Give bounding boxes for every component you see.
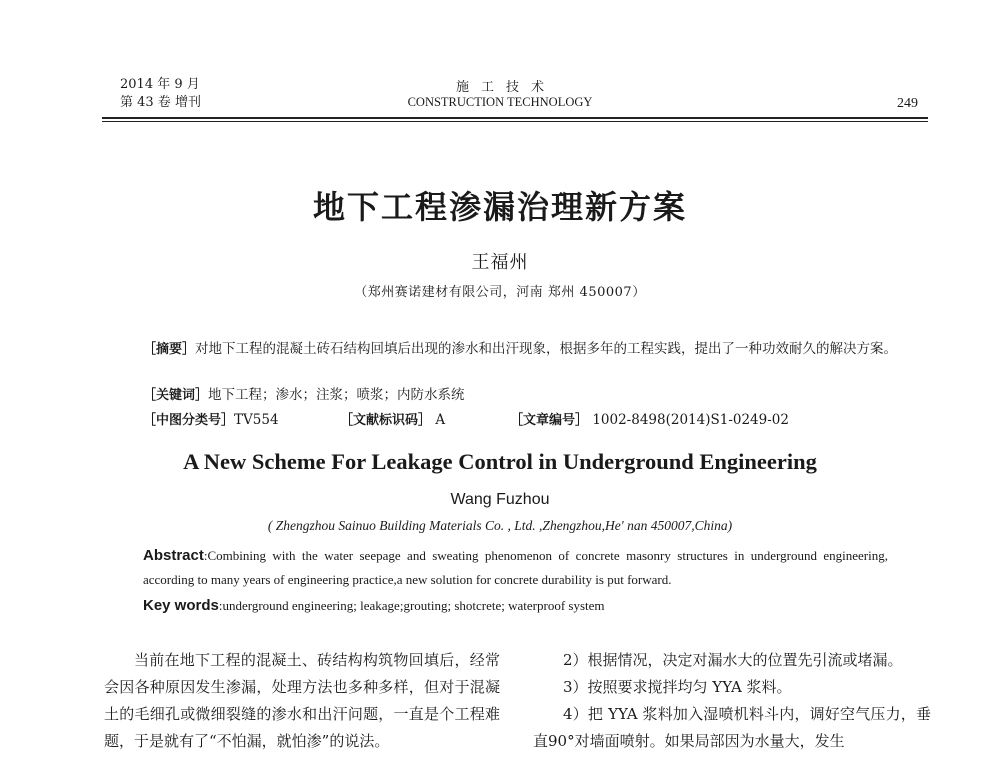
header-journal	[0, 76, 1000, 110]
author-cn: 王福州	[471, 252, 529, 273]
article-title-en: A New Scheme For Leakage Control in Underground Engineering	[183, 449, 817, 474]
header-date: 2014 年 9 月	[120, 77, 200, 92]
keywords-cn	[143, 384, 903, 407]
journal-name-en: CONSTRUCTION TECHNOLOGY	[407, 95, 593, 109]
page-number: 249	[897, 96, 918, 111]
doc-code-label: ［文献标识码］	[340, 413, 432, 428]
body-left-column: 当前在地下工程的混凝土、砖结构构筑物回填后，经常会因各种原因发生渗漏，处理方法也多种多样，但对于混凝土的毛细孔或微细裂缝的渗水和出汗问题，一直是个工程难题，于是就有了“不怕漏，就怕渗”的说法。	[104, 651, 500, 750]
keywords-cn-label: ［关键词］	[143, 388, 209, 403]
clc-number	[143, 409, 279, 428]
doc-code	[340, 409, 445, 428]
article-title-cn: 地下工程渗漏治理新方案	[312, 188, 687, 226]
article-number	[510, 409, 789, 428]
journal-name-cn: 施工技术	[455, 80, 556, 95]
classification-row	[143, 409, 903, 431]
abstract-cn-text: 对地下工程的混凝土砖石结构回填后出现的渗水和出汗现象，根据多年的工程实践，提出了一种功效耐久的解决方案。	[195, 341, 898, 357]
author-en: Wang Fuzhou	[450, 491, 550, 508]
abstract-en-text: :Combining with the water seepage and sweating phenomenon of concrete masonry structures in underground engineering, according to many years of engineering practice,a new solution for concrete durability is put forward.	[143, 548, 888, 587]
body-right-column	[533, 647, 931, 755]
header-volume: 第 43 卷 增刊	[120, 95, 201, 110]
header-rule-thin	[102, 121, 928, 122]
keywords-en-label: Key words	[143, 597, 219, 614]
body-list-item: 4）把 YYA 浆料加入湿喷机料斗内，调好空气压力，垂直90°对墙面喷射。如果局部因为水量大，发生	[533, 705, 931, 750]
affiliation-cn: （郑州赛诺建材有限公司，河南 郑州 450007）	[354, 285, 646, 300]
keywords-cn-text: 地下工程；渗水；注浆；喷浆；内防水系统	[208, 387, 465, 403]
clc-label: ［中图分类号］	[143, 413, 235, 428]
abstract-en	[143, 544, 888, 592]
abstract-en-label: Abstract	[143, 547, 204, 564]
article-number-value: 1002-8498(2014)S1-0249-02	[592, 412, 789, 428]
header-rule-thick	[102, 117, 928, 119]
body-list-item: 2）根据情况，决定对漏水大的位置先引流或堵漏。	[563, 651, 903, 669]
clc-value: TV554	[234, 412, 279, 428]
abstract-cn-label: ［摘要］	[143, 342, 196, 357]
body-list-item: 3）按照要求搅拌均匀 YYA 浆料。	[563, 678, 792, 696]
doc-code-value: A	[435, 412, 446, 428]
keywords-en-text: :underground engineering; leakage;grouting; shotcrete; waterproof system	[218, 598, 605, 613]
keywords-en	[143, 594, 888, 618]
abstract-cn	[143, 338, 903, 361]
article-number-label: ［文章编号］	[510, 413, 589, 428]
affiliation-en: ( Zhengzhou Sainuo Building Materials Co. , Ltd. ,Zhengzhou,He' nan 450007,China)	[267, 518, 733, 533]
